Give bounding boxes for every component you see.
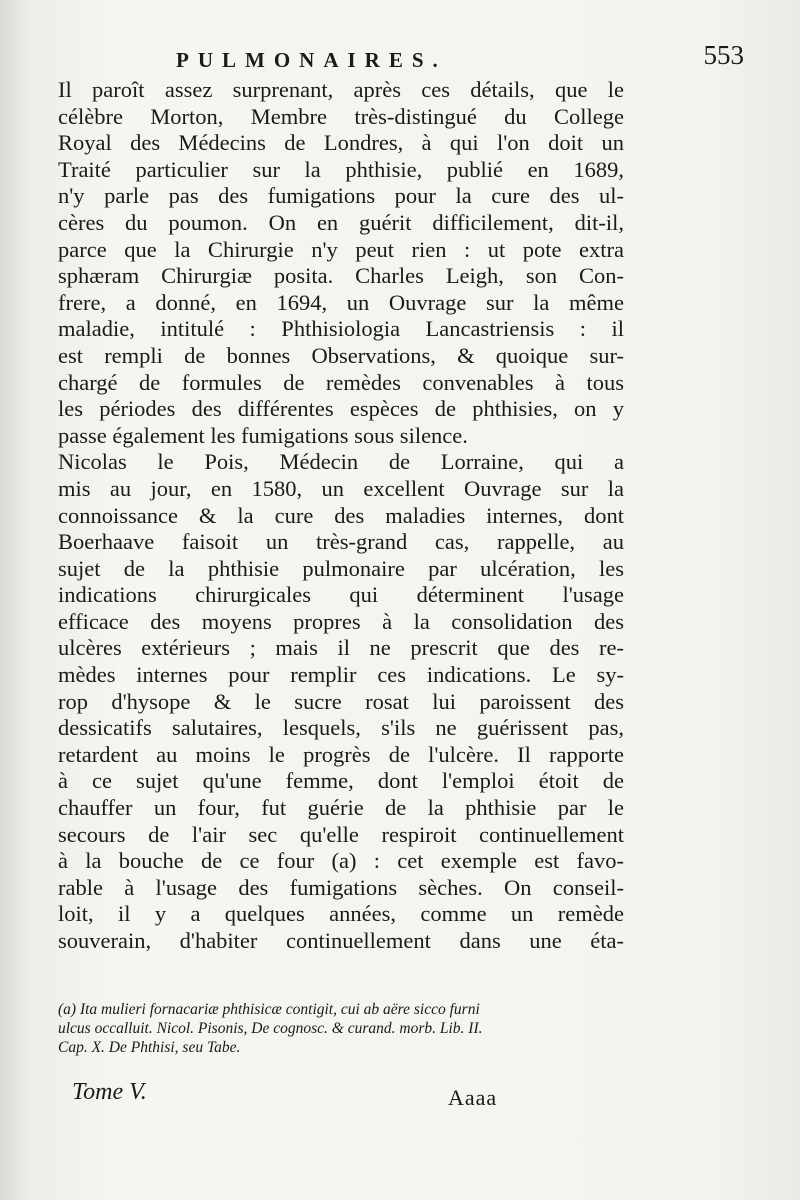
text-line: retardent au moins le progrès de l'ulcère. Il rapporte [58,741,624,767]
text-line: connoissance & la cure des maladies internes, dont [58,502,624,528]
text-line: célèbre Morton, Membre très-distingué du College [58,103,624,129]
text-line: rable à l'usage des fumigations sèches. On conseil- [58,874,624,900]
body-text [58,77,624,955]
text-line: mis au jour, en 1580, un excellent Ouvrage sur la [58,475,624,501]
footnote-line: ulcus occalluit. Nicol. Pisonis, De cognosc. & curand. morb. Lib. II. [58,1020,483,1037]
footnote-line: Cap. X. De Phthisi, seu Tabe. [58,1039,241,1056]
running-head: PULMONAIRES. [176,48,447,72]
text-line: maladie, intitulé : Phthisiologia Lancastriensis : il [58,316,624,342]
text-line: frere, a donné, en 1694, un Ouvrage sur la même [58,289,624,315]
text-line: sphæram Chirurgiæ posita. Charles Leigh, son Con- [58,263,624,289]
page-number: 553 [703,40,744,70]
text-line: secours de l'air sec qu'elle respiroit continuellement [58,821,624,847]
text-line: ulcères extérieurs ; mais il ne prescrit que des re- [58,635,624,661]
text-line: cères du poumon. On en guérit difficilement, dit-il, [58,209,624,235]
text-line: passe également les fumigations sous silence. [58,422,468,448]
text-line: Nicolas le Pois, Médecin de Lorraine, qui a [58,449,624,475]
text-line: Il paroît assez surprenant, après ces détails, que le [58,77,624,102]
text-line: à la bouche de ce four (a) : cet exemple est favo- [58,848,624,874]
text-line: à ce sujet qu'une femme, dont l'emploi étoit de [58,768,624,794]
text-line: efficace des moyens propres à la consolidation des [58,608,624,634]
text-line: indications chirurgicales qui déterminent l'usage [58,582,624,608]
text-line: n'y parle pas des fumigations pour la cure des ul- [58,183,624,209]
printer-signature: Aaaa [448,1085,498,1110]
page-header [58,40,758,80]
footnote [58,1000,624,1057]
text-line: souverain, d'habiter continuellement dans une éta- [58,928,624,953]
footnote-line: (a) Ita mulieri fornacariæ phthisicæ contigit, cui ab aëre sicco furni [58,1001,480,1018]
paragraph-1 [58,77,624,449]
text-line: parce que la Chirurgie n'y peut rien : ut pote extra [58,236,624,262]
text-line: les périodes des différentes espèces de phthisies, on y [58,396,624,422]
text-line: Traité particulier sur la phthisie, publié en 1689, [58,156,624,182]
text-line: Boerhaave faisoit un très-grand cas, rappelle, au [58,529,624,555]
text-line: loit, il y a quelques années, comme un remède [58,901,624,927]
volume-label: Tome V. [72,1079,147,1105]
text-line: sujet de la phthisie pulmonaire par ulcération, les [58,555,624,581]
text-line: chauffer un four, fut guérie de la phthisie par le [58,795,624,821]
text-line: chargé de formules de remèdes convenables à tous [58,369,624,395]
text-line: est rempli de bonnes Observations, & quoique sur- [58,342,624,368]
text-line: mèdes internes pour remplir ces indications. Le sy- [58,662,624,688]
text-line: Royal des Médecins de Londres, à qui l'on doit un [58,130,624,156]
text-line: rop d'hysope & le sucre rosat lui paroissent des [58,688,624,714]
page-footer [58,1075,624,1115]
text-line: dessicatifs salutaires, lesquels, s'ils ne guérissent pas, [58,715,624,741]
paragraph-2 [58,449,624,954]
